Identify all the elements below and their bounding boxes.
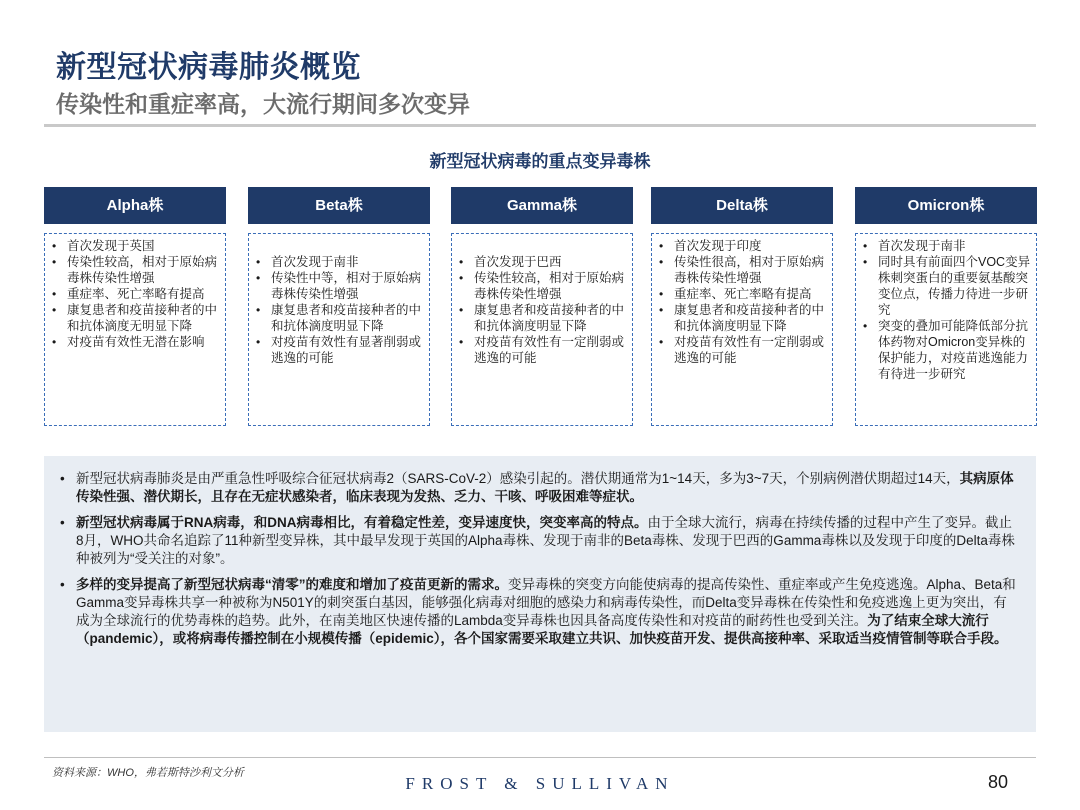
list-item: • 传染性较高，相对于原始病毒株传染性增强 — [456, 270, 629, 302]
brand-logo: FROST & SULLIVAN — [405, 774, 675, 793]
list-item: • 突变的叠加可能降低部分抗体药物对Omicron变异株的保护能力，对疫苗逃逸能力有待进一步研究 — [860, 318, 1033, 382]
variant-column-alpha — [44, 187, 226, 426]
variant-header: Beta株 — [248, 187, 430, 224]
variant-header: Gamma株 — [451, 187, 633, 224]
list-item: • 首次发现于印度 — [656, 238, 829, 254]
list-item: • 首次发现于南非 — [860, 238, 1033, 254]
list-item: • 对疫苗有效性无潜在影响 — [49, 334, 222, 350]
variant-details — [44, 233, 226, 426]
footer-divider — [44, 757, 1036, 758]
variant-details — [248, 233, 430, 426]
title-divider — [44, 124, 1036, 127]
summary-paragraph-3: • 多样的变异提高了新型冠状病毒“清零”的难度和增加了疫苗更新的需求。变异毒株的突变方向能使病毒的提高传染性、重症率或产生免疫逃逸。Alpha、Beta和Gamma变异毒株共享一种被称为N501Y的刺突蛋白基因，能够强化病毒对细胞的感染力和病毒传染性，而Delta变异毒株在传染性和免疫逃逸上更为突出，有成为全球流行的优势毒株的趋势。此外，在南美地区快速传播的Lambda变异毒株也因具备高度传染性和对疫苗的耐药性也受到关注。为了结束全球大流行（pandemic），或将病毒传播控制在小规模传播（epidemic），各个国家需要采取建立共识、加快疫苗开发、提供高接种率、采取适当疫情管制等联合手段。 — [58, 576, 1018, 648]
list-item: • 对疫苗有效性有一定削弱或逃逸的可能 — [456, 334, 629, 366]
list-item: • 对疫苗有效性有一定削弱或逃逸的可能 — [656, 334, 829, 366]
variant-column-beta — [248, 187, 430, 426]
summary-paragraph-1: • 新型冠状病毒肺炎是由严重急性呼吸综合征冠状病毒2（SARS-CoV-2）感染引起的。潜伏期通常为1~14天，多为3~7天，个别病例潜伏期超过14天，其病原体传染性强、潜伏期长，且存在无症状感染者，临床表现为发热、乏力、干咳、呼吸困难等症状。 — [58, 470, 1018, 506]
variant-column-delta — [651, 187, 833, 426]
page-title: 新型冠状病毒肺炎概览 — [56, 51, 361, 84]
list-item: • 传染性较高，相对于原始病毒株传染性增强 — [49, 254, 222, 286]
list-item: • 同时具有前面四个VOC变异株刺突蛋白的重要氨基酸突变位点，传播力待进一步研究 — [860, 254, 1033, 318]
list-item: • 传染性中等，相对于原始病毒株传染性增强 — [253, 270, 426, 302]
list-item: • 对疫苗有效性有显著削弱或逃逸的可能 — [253, 334, 426, 366]
page-subtitle: 传染性和重症率高，大流行期间多次变异 — [56, 91, 470, 117]
variant-details — [855, 233, 1037, 426]
list-item: • 首次发现于南非 — [253, 254, 426, 270]
page-number: 80 — [988, 772, 1009, 792]
summary-panel — [44, 456, 1036, 732]
list-item: • 康复患者和疫苗接种者的中和抗体滴度明显下降 — [456, 302, 629, 334]
variant-header: Omicron株 — [855, 187, 1037, 224]
variant-header: Alpha株 — [44, 187, 226, 224]
list-item: • 康复患者和疫苗接种者的中和抗体滴度明显下降 — [656, 302, 829, 334]
variant-column-gamma — [451, 187, 633, 426]
variant-header: Delta株 — [651, 187, 833, 224]
section-title: 新型冠状病毒的重点变异毒株 — [429, 152, 651, 171]
list-item: • 传染性很高，相对于原始病毒株传染性增强 — [656, 254, 829, 286]
list-item: • 重症率、死亡率略有提高 — [656, 286, 829, 302]
variant-details — [651, 233, 833, 426]
list-item: • 重症率、死亡率略有提高 — [49, 286, 222, 302]
list-item: • 康复患者和疫苗接种者的中和抗体滴度无明显下降 — [49, 302, 222, 334]
list-item: • 首次发现于英国 — [49, 238, 222, 254]
list-item: • 康复患者和疫苗接种者的中和抗体滴度明显下降 — [253, 302, 426, 334]
source-note: 资料来源：WHO，弗若斯特沙利文分析 — [52, 767, 244, 779]
variant-details — [451, 233, 633, 426]
list-item: • 首次发现于巴西 — [456, 254, 629, 270]
variant-column-omicron — [855, 187, 1037, 426]
summary-paragraph-2: • 新型冠状病毒属于RNA病毒，和DNA病毒相比，有着稳定性差，变异速度快，突变率高的特点。由于全球大流行，病毒在持续传播的过程中产生了变异。截止8月，WHO共命名追踪了11种新型变异株，其中最早发现于英国的Alpha毒株、发现于南非的Beta毒株、发现于巴西的Gamma毒株以及发现于印度的Delta毒株种被列为“受关注的对象”。 — [58, 514, 1018, 568]
